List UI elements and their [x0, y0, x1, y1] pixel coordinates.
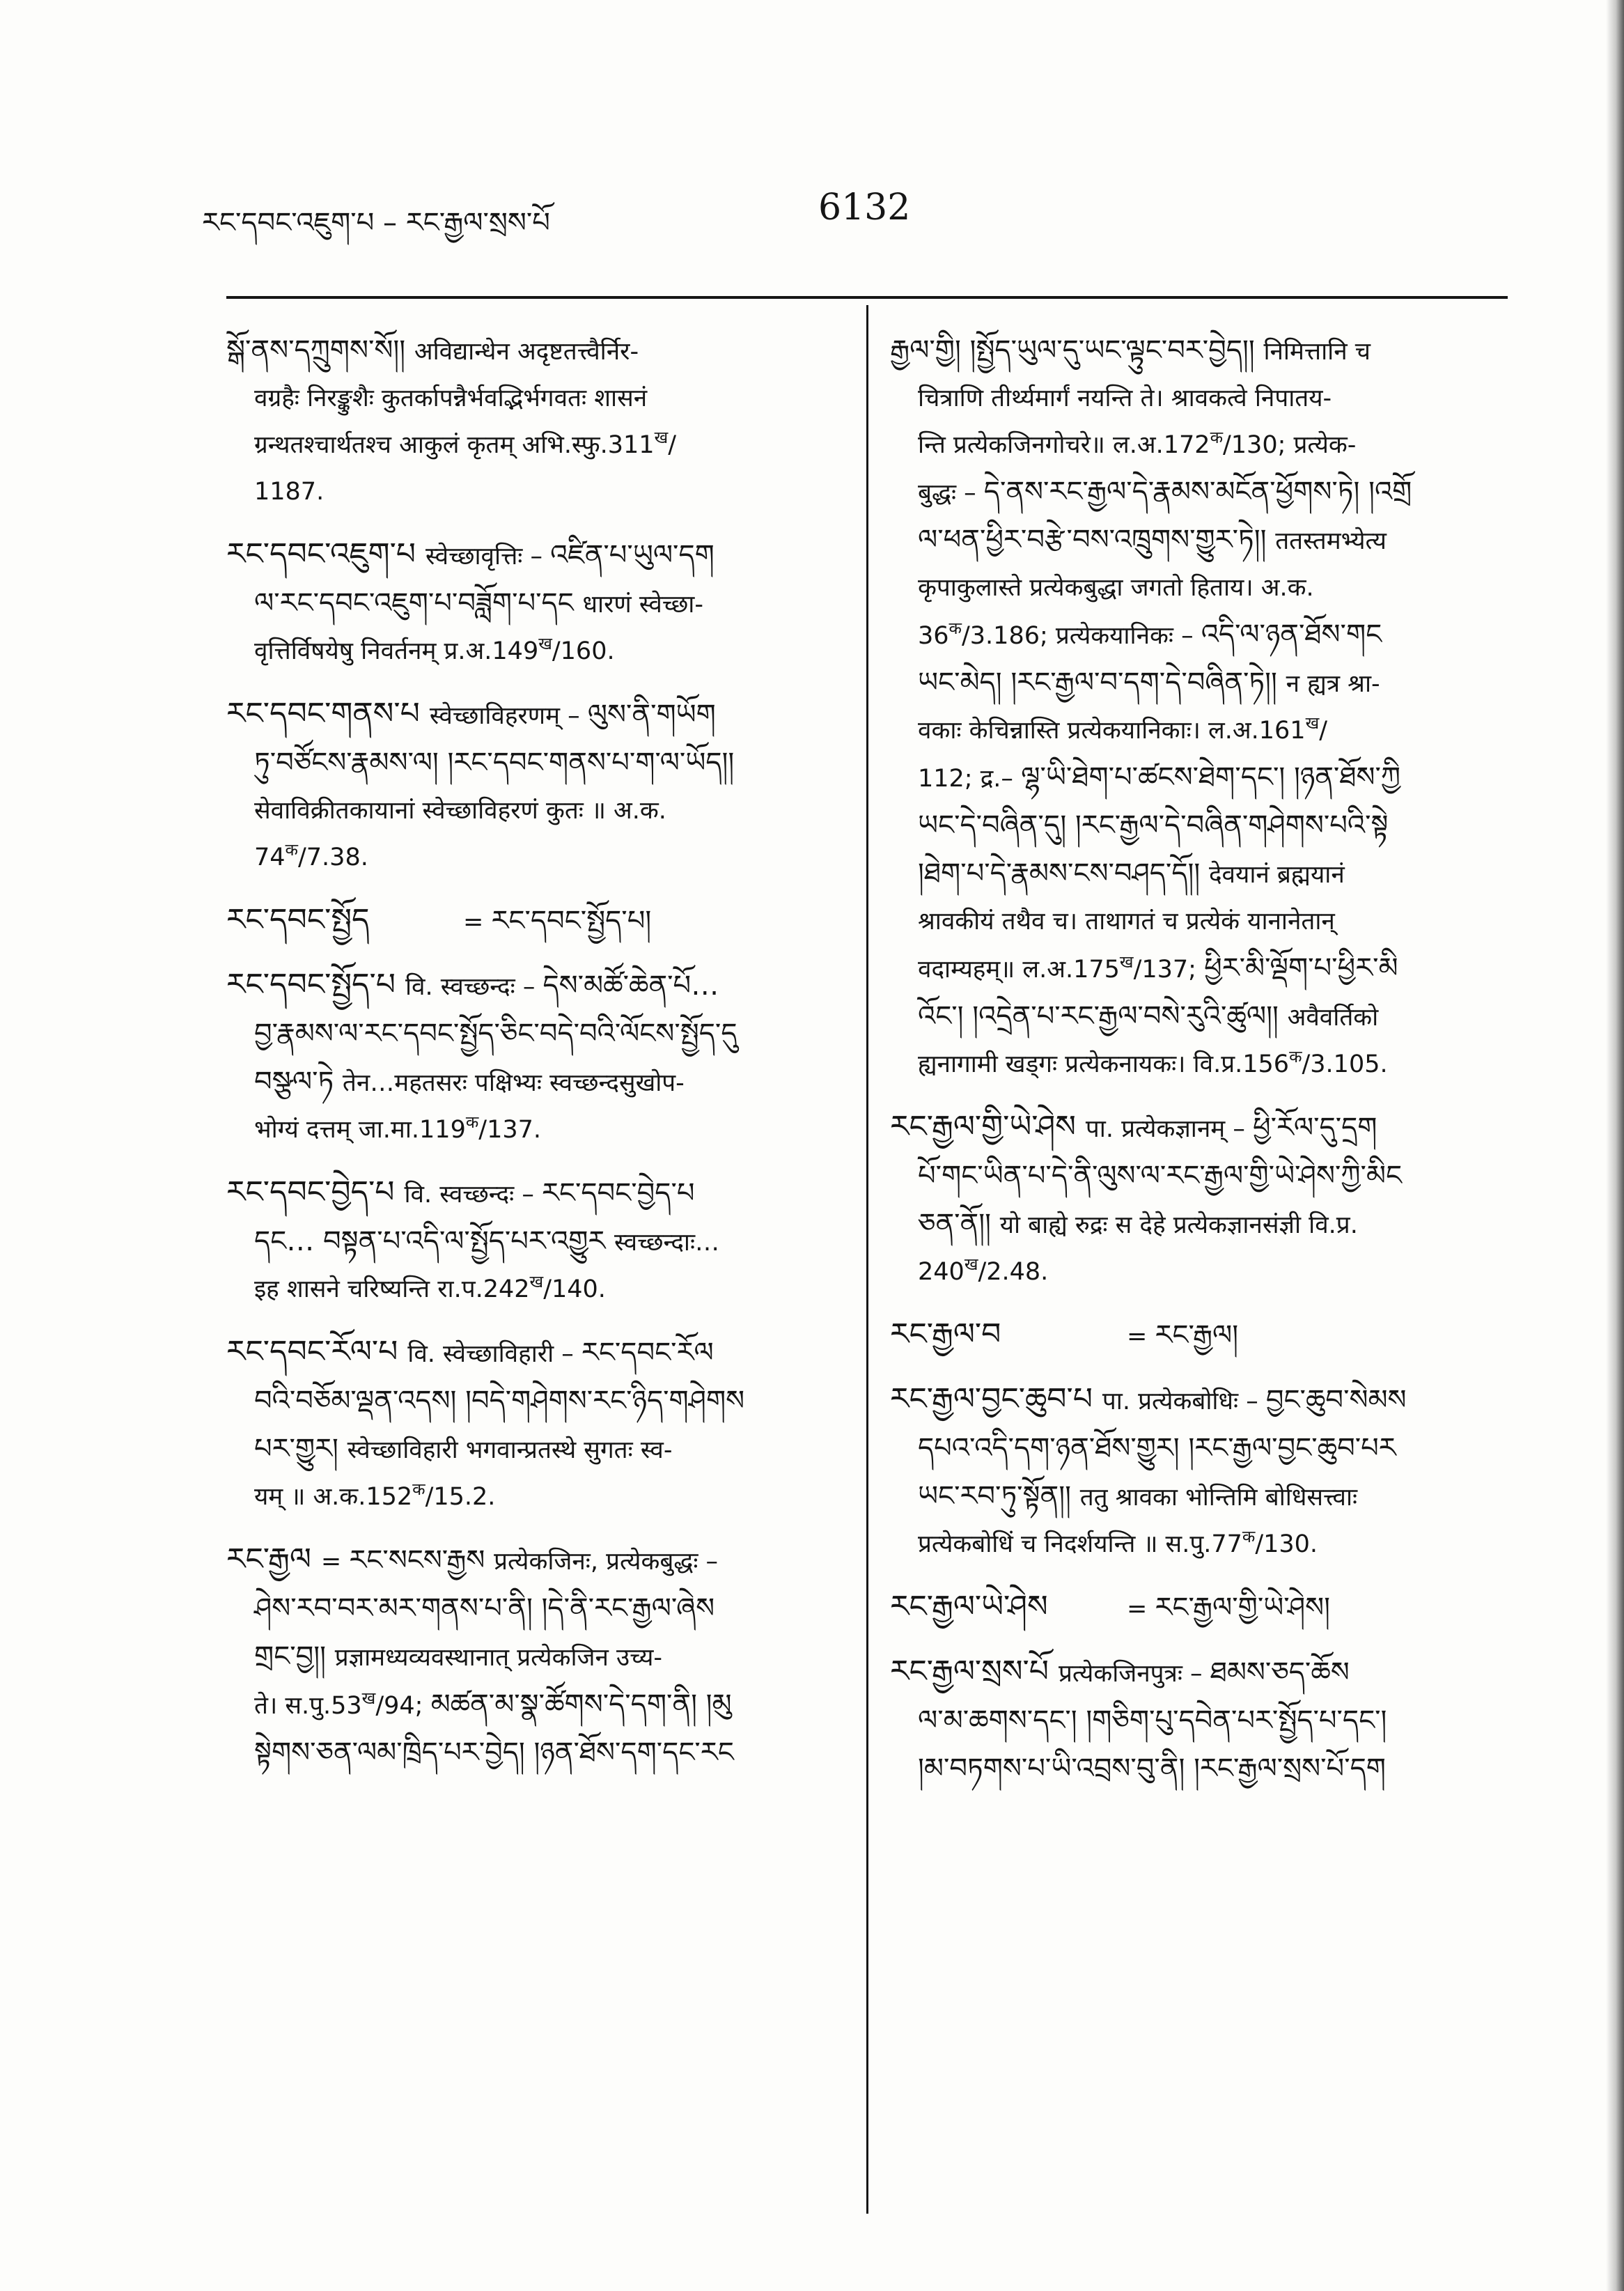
sanskrit-text: प्रज्ञामध्यव्यवस्थानात् प्रत्येकजिन उच्य-	[334, 1644, 663, 1672]
tibetan-text: མཚན་མ་སྣ་ཚོགས་དེ་དག་ནི། །མུ	[430, 1688, 732, 1721]
sanskrit-text: /15.2.	[425, 1483, 496, 1511]
sanskrit-text: प्रत्येकजिनपुत्रः –	[1058, 1660, 1210, 1688]
folio-side-marker: क	[465, 1112, 479, 1132]
sanskrit-text: स्वेच्छाविहरणम् –	[429, 702, 588, 730]
entry-line	[890, 469, 1513, 517]
tibetan-text: རང་དབང་གནས་པ	[226, 696, 430, 731]
tibetan-text: འཛིན་པ་ཡུལ་དག	[550, 539, 715, 571]
sanskrit-text: वग्रहैः निरङ्कुशैः कुतर्कापन्नैर्भवद्भिर्भगवतः शासनं	[254, 385, 648, 412]
entry-line	[890, 1648, 1513, 1698]
tibetan-text: ལ་རང་དབང་འཇུག་པ་བཟློག་པ་དང	[254, 587, 583, 619]
sanskrit-text: स्वच्छन्दाः…	[614, 1229, 720, 1257]
entry-line	[890, 375, 1513, 422]
tibetan-text: རང་རྒྱལ་སྲས་པོ	[890, 1654, 1059, 1689]
entry-line	[890, 754, 1513, 802]
dictionary-entry	[226, 327, 850, 515]
tibetan-text: བསྩལ་ཏེ	[254, 1066, 343, 1098]
sanskrit-text: /137.	[478, 1116, 542, 1144]
folio-side-marker: ख	[538, 634, 552, 653]
page-header	[202, 187, 1497, 242]
entry-line	[890, 1103, 1513, 1153]
sanskrit-text: ते। स.पु.53	[254, 1692, 362, 1720]
sanskrit-text: यम् ॥ अ.क.152	[254, 1483, 413, 1511]
sanskrit-text: ततु श्रावका भोन्तिमि बोधिसत्त्वाः	[1079, 1484, 1358, 1512]
entry-line	[226, 961, 850, 1011]
entry-line	[226, 628, 850, 675]
entry-line	[226, 327, 850, 375]
sanskrit-text: वृत्तिर्विषयेषु निवर्तनम् प्र.अ.149	[254, 637, 539, 665]
sanskrit-text: /3.186; प्रत्येकयानिकः –	[961, 622, 1201, 650]
sanskrit-text: पा. प्रत्येकज्ञानम् –	[1085, 1115, 1253, 1143]
tibetan-text: རང་རྒྱལ་གྱི་ཡེ་ཤེས	[890, 1109, 1086, 1144]
entry-line	[226, 1682, 850, 1730]
page-number: 6132	[818, 187, 911, 228]
sanskrit-text: भोग्यं दत्तम् जा.मा.119	[254, 1116, 466, 1144]
entry-line	[226, 1730, 850, 1778]
dictionary-entry	[890, 1103, 1513, 1296]
sanskrit-text: /140.	[543, 1275, 606, 1303]
tibetan-text: རང་དབང་སྤྱོད་པ	[226, 967, 405, 1002]
folio-side-marker: ख	[1305, 713, 1320, 733]
entry-line	[226, 422, 850, 469]
sanskrit-text: /94;	[375, 1692, 431, 1720]
tibetan-text: །ཐེག་པ་དེ་རྣམས་ངས་བཤད་དོ།།	[918, 857, 1209, 890]
tibetan-text: རང་དབང་རོལ་པ	[226, 1334, 408, 1369]
entry-line	[890, 1041, 1513, 1088]
sanskrit-text: 112; द्र.–	[918, 765, 1022, 793]
tibetan-text: སྒོ་ནས་དཀྲུགས་སོ།།	[226, 334, 414, 366]
tibetan-text: རྒྱལ་གྱི། །སྤྱོད་ཡུལ་དུ་ཡང་ལྟུང་བར་བྱེད།།	[890, 334, 1264, 366]
entry-line	[890, 945, 1513, 993]
dictionary-entry	[890, 1376, 1513, 1568]
entry-line	[226, 375, 850, 422]
folio-side-marker: क	[948, 619, 962, 638]
tibetan-text: ཤེས་རབ་བར་མར་གནས་པ་ནི། །དེ་ནི་རང་རྒྱལ་ཞེས	[254, 1592, 715, 1624]
folio-side-marker: क	[412, 1480, 425, 1499]
entry-line	[226, 1218, 850, 1266]
entry-line	[226, 1378, 850, 1426]
tibetan-text: ལུས་ནི་གཡོག	[587, 699, 716, 731]
tibetan-text: ཅན་ནོ།།	[918, 1208, 1000, 1240]
dictionary-entry	[226, 1328, 850, 1521]
sanskrit-text: श्रावकीयं तथैव च। ताथागतं च प्रत्येकं यानानेतान्	[918, 908, 1335, 935]
tibetan-text: སྟེགས་ཅན་ལམ་ཁྲིད་པར་བྱེད། །ཉན་ཐོས་དག་དང་རང	[254, 1737, 734, 1769]
folio-side-marker: ख	[964, 1255, 978, 1274]
tibetan-text: དེས་མཚོ་ཆེན་པོ…	[542, 970, 719, 1002]
sanskrit-text: धारणं स्वेच्छा-	[582, 591, 704, 619]
entry-line	[890, 327, 1513, 375]
sanskrit-text: वदाम्यहम्॥ ल.अ.175	[918, 956, 1120, 984]
entry-line	[226, 834, 850, 881]
entry-line	[890, 802, 1513, 851]
tibetan-text: རང་རྒྱལ་གྱི་ཡེ་ཤེས།	[1155, 1592, 1330, 1624]
tibetan-text: པོ་གང་ཡིན་པ་དེ་ནི་ལུས་ལ་རང་རྒྱལ་གྱི་ཡེ་ཤེས་ཀྱི་མིང	[918, 1160, 1403, 1192]
tibetan-text: དེ་ནས་རང་རྒྱལ་དེ་རྣམས་མངོན་ཕྱོགས་ཏེ། །འགྲོ	[983, 476, 1412, 508]
header-rule	[226, 296, 1508, 299]
entry-line	[226, 1633, 850, 1682]
tibetan-text: འོང་། །འདྲེན་པ་རང་རྒྱལ་བསེ་རུའི་ཚུལ།།	[918, 1000, 1288, 1032]
sanskrit-text: प्रत्येकबोधिं च निदर्शयन्ति ॥ स.पु.77	[918, 1530, 1242, 1558]
tibetan-text: རང་རྒྱལ་ཡེ་ཤེས	[890, 1589, 1048, 1624]
entry-line	[890, 1473, 1513, 1521]
sanskrit-text: /	[1319, 717, 1328, 745]
entry-line	[890, 1311, 1513, 1360]
sanskrit-text: अविद्यान्धेन अदृष्टतत्त्वैर्निर-	[414, 338, 639, 366]
tibetan-text: ཕྱིར་མི་ལྡོག་པ་ཕྱིར་མི	[1204, 952, 1398, 984]
sanskrit-text: प्रत्येकजिनः, प्रत्येकबुद्धः –	[494, 1548, 719, 1576]
sanskrit-text: निमित्तानि च	[1263, 338, 1371, 366]
dictionary-entry	[890, 1311, 1513, 1360]
tibetan-text: །མ་བཏགས་པ་ཡི་འབྲས་བུ་ནི། །རང་རྒྱལ་སྲས་པོ་དག	[918, 1753, 1386, 1785]
sanskrit-text: बुद्धः –	[918, 479, 984, 507]
sanskrit-text: =	[320, 1548, 350, 1576]
entry-line	[890, 1201, 1513, 1249]
tibetan-text: ཡང་མེད། །རང་རྒྱལ་བ་དག་དེ་བཞིན་ཏེ།།	[918, 667, 1286, 699]
entry-line	[890, 1698, 1513, 1746]
entry-line	[226, 1426, 850, 1474]
tibetan-text: རང་དབང་འཇུག་པ	[226, 536, 425, 572]
sanskrit-text: /160.	[552, 637, 615, 665]
tibetan-text: ཏུ་བཙོངས་རྣམས་ལ། །རང་དབང་གནས་པ་ག་ལ་ཡོད།།	[254, 747, 735, 779]
tibetan-text: འདི་ལ་ཉན་ཐོས་གང	[1201, 619, 1382, 651]
tibetan-text: ལ་ཕན་ཕྱིར་བརྩེ་བས་འཁྲུགས་གྱུར་ཏེ།།	[918, 524, 1276, 556]
sanskrit-text: न्ति प्रत्येकजिनगोचरे॥ ल.अ.172	[918, 431, 1210, 459]
entry-line	[226, 469, 850, 515]
tibetan-text: ཕྱི་རོལ་དུ་དྲག	[1252, 1112, 1377, 1144]
entry-line	[890, 708, 1513, 754]
sanskrit-text: 36	[918, 622, 949, 650]
entry-line	[226, 788, 850, 834]
dictionary-entry	[226, 531, 850, 675]
entry-line	[890, 660, 1513, 708]
scan-edge-shadow	[1606, 0, 1624, 2291]
left-column	[226, 327, 850, 1793]
entry-line	[226, 1266, 850, 1313]
entry-line	[890, 1521, 1513, 1568]
entry-line	[226, 1107, 850, 1154]
entry-line	[226, 1585, 850, 1633]
dictionary-entry	[890, 327, 1513, 1088]
tibetan-text: བྱ་རྣམས་ལ་རང་དབང་སྤྱོད་ཅིང་བདེ་བའི་ལོངས་སྤྱོད་དུ	[254, 1018, 737, 1050]
sanskrit-text: /137;	[1133, 956, 1205, 984]
sanskrit-text: वकाः केचिन्नास्ति प्रत्येकयानिकाः। ल.अ.161	[918, 717, 1306, 745]
folio-side-marker: क	[1289, 1047, 1302, 1066]
sanskrit-text: 1187.	[254, 478, 325, 506]
dictionary-entry	[226, 896, 850, 946]
tibetan-text: རང་དབང་བྱེད་པ	[541, 1177, 695, 1209]
sanskrit-text: /2.48.	[978, 1258, 1049, 1286]
entry-line	[890, 993, 1513, 1041]
entry-line	[890, 1583, 1513, 1633]
sanskrit-text: सेवाविक्रीतकायानां स्वेच्छाविहरणं कुतः ॥ अ.क.	[254, 797, 666, 825]
sanskrit-text: देवयानं ब्रह्मयानं	[1208, 861, 1345, 889]
sanskrit-text: ह्यनागामी खड्गः प्रत्येकनायकः। वि.प्र.156	[918, 1050, 1290, 1078]
sanskrit-text: कृपाकुलास्ते प्रत्येकबुद्धा जगतो हिताय। अ.क.	[918, 574, 1314, 602]
sanskrit-text: स्वेच्छाविहारी भगवान्प्रतस्थे सुगतः स्व-	[347, 1436, 673, 1464]
tibetan-text: བྱང་ཆུབ་སེམས	[1265, 1384, 1407, 1416]
entry-line	[890, 851, 1513, 899]
sanskrit-text: 240	[918, 1258, 965, 1286]
sanskrit-text: /7.38.	[297, 844, 368, 871]
entry-line	[890, 1746, 1513, 1794]
entry-line	[226, 531, 850, 580]
dictionary-entry	[226, 961, 850, 1154]
sanskrit-text: =	[463, 908, 492, 936]
tibetan-text: ལ་མ་ཆགས་དང་། །གཅིག་པུ་དབེན་པར་སྤྱོད་པ་དང་།	[918, 1704, 1387, 1737]
sanskrit-text: ग्रन्थतश्चार्थतश्च आकुलं कृतम् अभि.स्फु.311	[254, 431, 655, 459]
sanskrit-text: वि. स्वेच्छाविहारी –	[407, 1340, 581, 1368]
right-column	[890, 327, 1513, 1809]
folio-side-marker: ख	[1119, 952, 1134, 972]
dictionary-entry	[890, 1648, 1513, 1794]
entry-line	[226, 1011, 850, 1059]
sanskrit-text: चित्राणि तीर्थ्यमार्गं नयन्ति ते। श्रावकत्वे निपातय-	[918, 385, 1332, 412]
tibetan-text: རང་དབང་རོལ	[581, 1337, 714, 1369]
tibetan-text: ཡང་རབ་ཏུ་སྟོན།།	[918, 1480, 1080, 1512]
tibetan-text: དང… བསྟན་པ་འདི་ལ་སྤྱོད་པར་འགྱུར	[254, 1225, 615, 1257]
entry-line	[226, 1474, 850, 1521]
entry-line	[226, 1536, 850, 1585]
tibetan-text: རང་སངས་རྒྱས	[349, 1544, 494, 1576]
dictionary-entry	[226, 1536, 850, 1778]
sanskrit-text: तेन…महतसरः पक्षिभ्यः स्वच्छन्दसुखोप-	[342, 1069, 685, 1097]
entry-line	[226, 1328, 850, 1378]
entry-line	[890, 1249, 1513, 1296]
sanskrit-text: 74	[254, 844, 286, 871]
tibetan-text: རང་དབང་སྤྱོད	[226, 902, 370, 938]
folio-side-marker: क	[1242, 1527, 1256, 1546]
column-divider	[866, 305, 868, 2214]
sanskrit-text: ततस्तमभ्येत्य	[1275, 527, 1387, 555]
folio-side-marker: ख	[529, 1272, 544, 1291]
running-headwords: རང་དབང་འཇུག་པ – རང་རྒྱལ་སྲས་པོ	[202, 207, 550, 239]
entry-line	[890, 1376, 1513, 1425]
tibetan-text: རང་རྒྱལ	[226, 1541, 321, 1577]
entry-line	[890, 1153, 1513, 1201]
entry-line	[226, 896, 850, 946]
sanskrit-text: =	[1127, 1323, 1155, 1351]
entry-line	[890, 899, 1513, 945]
folio-side-marker: क	[1210, 428, 1223, 447]
sanskrit-text: /	[668, 431, 677, 459]
tibetan-text: རང་དབང་བྱེད་པ	[226, 1174, 405, 1210]
sanskrit-text: /130; प्रत्येक-	[1223, 431, 1357, 459]
folio-side-marker: ख	[654, 428, 669, 447]
tibetan-text: རང་རྒྱལ་བ	[890, 1317, 1001, 1352]
entry-line	[890, 565, 1513, 612]
sanskrit-text: पा. प्रत्येकबोधिः –	[1102, 1388, 1266, 1415]
tibetan-text: ལྷ་ཡི་ཐེག་པ་ཚངས་ཐེག་དང་། །ཉན་ཐོས་ཀྱི	[1021, 761, 1401, 793]
tibetan-text: ཐམས་ཅད་ཆོས	[1210, 1656, 1350, 1688]
tibetan-text: རང་དབང་སྤྱོད་པ།	[491, 905, 652, 937]
entry-line	[226, 740, 850, 788]
entry-line	[226, 580, 850, 628]
tibetan-text: རང་རྒྱལ།	[1155, 1319, 1239, 1351]
sanskrit-text: अवैवर्तिको	[1287, 1004, 1379, 1032]
tibetan-text: ཡང་དེ་བཞིན་དུ། །རང་རྒྱལ་དེ་བཞིན་གཤེགས་པའི་སྟེ	[918, 809, 1389, 841]
dictionary-entry	[226, 1169, 850, 1313]
folio-side-marker: ख	[361, 1688, 376, 1708]
sanskrit-text: यो बाह्ये रुद्रः स देहे प्रत्येकज्ञानसंज्ञी वि.प्र.	[999, 1211, 1358, 1239]
folio-side-marker: क	[285, 840, 298, 860]
tibetan-text: དཔའ་འདི་དག་ཉན་ཐོས་གྱུར། །རང་རྒྱལ་བྱང་ཆུབ་པར	[918, 1432, 1396, 1464]
tibetan-text: པར་གྱུར།	[254, 1433, 348, 1465]
entry-line	[890, 1425, 1513, 1473]
sanskrit-text: वि. स्वच्छन्दः –	[405, 973, 543, 1001]
tibetan-text: རང་རྒྱལ་བྱང་ཆུབ་པ	[890, 1381, 1102, 1417]
tibetan-text: བའི་བཅོམ་ལྡན་འདས། །བདེ་གཤེགས་རང་ཉིད་གཤེགས	[254, 1385, 745, 1417]
dictionary-entry	[890, 1583, 1513, 1633]
entry-line	[226, 1169, 850, 1218]
sanskrit-text: स्वेच्छावृत्तिः –	[425, 543, 551, 570]
entry-line	[890, 422, 1513, 469]
sanskrit-text: =	[1127, 1595, 1155, 1623]
sanskrit-text: /3.105.	[1302, 1050, 1388, 1078]
entry-line	[890, 517, 1513, 565]
sanskrit-text: न ह्यत्र श्रा-	[1286, 670, 1380, 698]
sanskrit-text: /130.	[1255, 1530, 1318, 1558]
sanskrit-text: वि. स्वच्छन्दः –	[404, 1181, 542, 1209]
dictionary-entry	[226, 690, 850, 881]
entry-line	[226, 690, 850, 740]
entry-line	[226, 1059, 850, 1107]
sanskrit-text: इह शासने चरिष्यन्ति रा.प.242	[254, 1275, 530, 1303]
entry-line	[890, 612, 1513, 660]
tibetan-text: གྲང་བྱ།།	[254, 1640, 335, 1672]
